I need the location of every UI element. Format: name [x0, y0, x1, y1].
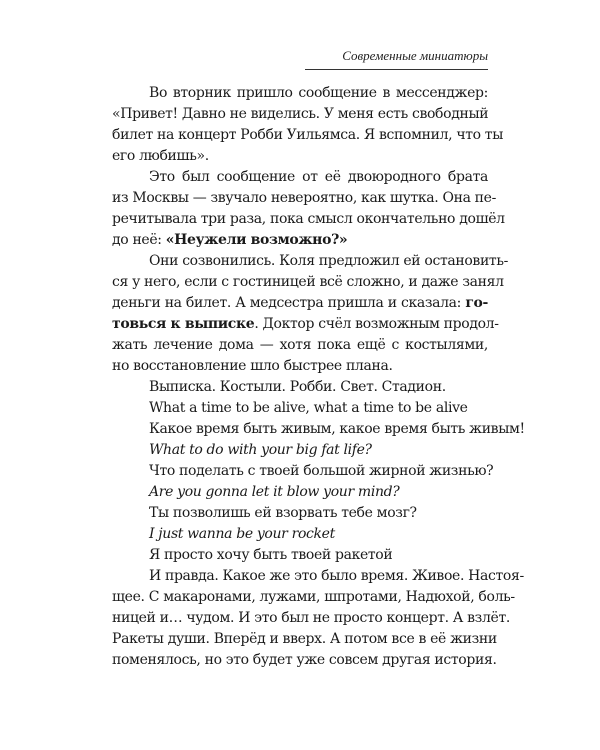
page-text: [112, 83, 525, 671]
verse-line-en: What a time to be alive, what a time to be alive: [149, 400, 468, 416]
text-line: ся у него, если с гостиницей всё сложно, и даже занял: [112, 274, 504, 290]
italic-verse: I just wanna be your rocket: [149, 526, 335, 542]
text-line: Это был сообщение от её двоюродного брата: [149, 169, 488, 185]
italic-verse: Are you gonna let it blow your mind?: [149, 484, 400, 500]
text-line: [112, 230, 488, 251]
text-line: щее. С макаронами, лужами, шпротами, Надюхой, боль-: [112, 589, 515, 605]
text-line: речитывала три раза, пока смысл окончательно дошёл: [112, 211, 505, 227]
paragraph-3: [112, 251, 508, 377]
text-run: деньги на билет. А медсестра пришла и сказала:: [112, 295, 466, 311]
paragraph-1: [112, 83, 503, 167]
text-run: . Доктор счёл возможным продол-: [254, 316, 499, 332]
text-line: Ракеты души. Вперёд и вверх. А потом все в её жизни: [112, 631, 497, 647]
bold-phrase: го-: [465, 295, 488, 311]
song-verses: [112, 398, 525, 566]
verse-line-en: [112, 524, 488, 545]
text-line: Во вторник пришло сообщение в мессенджер:: [149, 85, 488, 101]
text-line: [112, 293, 488, 314]
verse-line-en: [112, 482, 488, 503]
header-rule: [305, 69, 488, 70]
verse-line-ru: Что поделать с твоей большой жирной жизнью?: [149, 463, 494, 479]
paragraph-5: [112, 566, 524, 671]
text-line: поменялось, но это будет уже совсем другая история.: [112, 652, 497, 668]
text-line: но восстановление шло быстрее плана.: [112, 358, 393, 374]
text-line: И правда. Какое же это было время. Живое. Настоя-: [149, 568, 524, 584]
text-line: билет на концерт Робби Уильямса. Я вспомнил, что ты: [112, 127, 503, 143]
text-line: ницей и… чудом. И это был не просто концерт. А взлёт.: [112, 610, 510, 626]
italic-verse: What to do with your big fat life?: [149, 442, 372, 458]
text-line: из Москвы — звучало невероятно, как шутка. Она пе-: [112, 190, 496, 206]
text-run: до неё:: [112, 232, 166, 248]
paragraph-4: Выписка. Костыли. Робби. Свет. Стадион.: [149, 379, 446, 395]
bold-phrase: товься к выписке: [112, 316, 255, 332]
text-line: Они созвонились. Коля предложил ей остановить-: [149, 253, 508, 269]
text-line: его любишь».: [112, 148, 209, 164]
verse-line-ru: Какое время быть живым, какое время быть живым!: [149, 421, 525, 437]
verse-line-ru: Ты позволишь ей взорвать тебе мозг?: [149, 505, 417, 521]
bold-phrase: «Неужели возможно?»: [165, 232, 348, 248]
running-head: Современные миниатюры: [342, 48, 488, 63]
text-line: жать лечение дома — хотя пока ещё с костылями,: [112, 337, 488, 353]
verse-line-ru: Я просто хочу быть твоей ракетой: [149, 547, 393, 563]
text-line: «Привет! Давно не виделись. У меня есть свободный: [112, 106, 489, 122]
paragraph-2: [112, 167, 505, 251]
text-line: [112, 314, 499, 335]
verse-line-en: [112, 440, 488, 461]
